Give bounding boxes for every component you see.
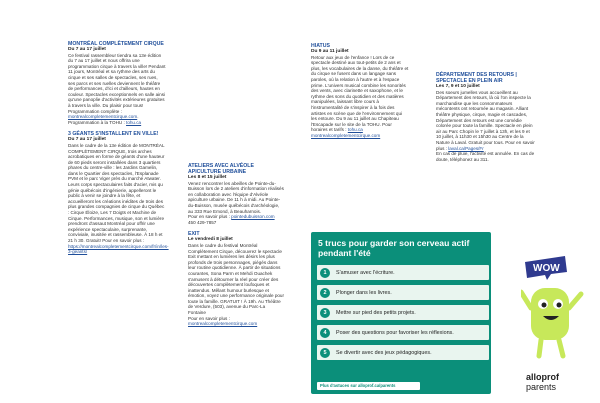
section-title: MONTRÉAL COMPLÈTEMENT CIRQUE (68, 41, 164, 47)
tip-number: 1 (320, 268, 330, 278)
section-title: ATELIERS AVEC ALVÉOLE APICULTURE URBAINE (188, 163, 254, 175)
tip-text: Plonger dans les livres. (336, 289, 392, 296)
section-body: Venez rencontrer les abeilles de Pointe-du-Buisson lors de 2 ateliers d'information réalisés en collaboration avec l'équipe d'Alvéole apiculture urbaine. De 11 h à midi. Au Pointe-du-Buisson, musée québécois d'archéologie, au 333 Rue Emond, à Beauharnois. (188, 180, 284, 214)
tip-number: 2 (320, 288, 330, 298)
column-3 (311, 43, 409, 139)
section-body: Retour aux jeux de l'enfance ! Lors de ce spectacle destiné aux tout-petits de 2 ans et plus, les vocabulaires de la danse, du théâtre et du cirque se fusent dans un langage sans paroles, où la relation à l'autre et à l'espace prime. L'univers musical combine les sonorités des vents, avec clarinette et saxophone, et le rythme des sons du quotidien et des matières manipulées, laissant libre cours à l'instrumentalité de s'inspirer à la fois des artistes en scène que de l'environnement qui les entoure. Du 9 au 11 juillet au Chapiteau l'Escapade sur le site de la TOHU. Pour horaires et tarifs : tohu.ca montrealcompletementcirque.com (311, 54, 409, 138)
section-title: EXIT (188, 231, 200, 238)
section-body: Dans le cadre de la 13e édition de MONTRÉAL COMPLÈTEMENT CIRQUE, trois arches acrobatiques en forme de géants d'une hauteur de 60 pieds seront installées dans 3 quartiers phares du centre-ville : les Jardins Gamelin, dans le Quartier des spectacles, l'Esplanade PVM et le parc Viger près du marché Atwater. Leurs corps spectaculaires faits d'acier, mis qu génie québécois d'ingénierie, appelleront le public à venir se joindre à la fête, et accueilleront les créations inédites de trois des plus grandes compagnies de cirque du Québec : Cirque Éloize, Les 7 Doigts et Machine de Cirque. Performances, musique, son et lumière prendront d'assaut Montréal pour offrir une expérience spectaculaire, surprenante, conviviale, inusitée et rassembleuse. À 18 h et 21 h 30. Gratuit! Pour en savoir plus : https://montrealcompletementcirque.com/fr/in/les-3-geants/ (68, 142, 169, 255)
section-title: 3 GÉANTS S'INSTALLENT EN VILLE! (68, 131, 159, 138)
mascot-illustration (521, 252, 587, 364)
section-date: Du 9 au 11 juillet (311, 49, 349, 54)
section-title: HIATUS (311, 43, 330, 49)
column-1 (68, 41, 169, 255)
section-date: Le vendredi 8 juillet (188, 237, 233, 243)
section-note: En cas de pluie, l'activité est annulée. En cas de doute, téléphonez au 311. (436, 151, 535, 162)
section-phone: 450 429-7857 (188, 219, 217, 225)
tip-item (317, 285, 489, 300)
section-body: Des soeurs jumelles vous accueillent au Département des retours, là où l'on inspecte la marchandise que les consommateurs mécontents ont retournée au magasin. Alliant théâtre physique, cirque, magie et cascades, Département des retours est une comédie colorée pour toute la famille. Spectacle en plein air au Parc Chopin le 7 juillet à 13h, et les 9 et 10 juillet, à 11h30 et 15h30 au Centre de la Nature à Laval. Gratuit pour tous. Pour en savoir plus : laval.ca/Pages/Fr (436, 89, 535, 151)
wow-text: WOW (533, 263, 560, 274)
ad-title: 5 trucs pour garder son cerveau actif pendant l'été (318, 238, 470, 258)
link-geants[interactable]: https://montrealcompletementcirque.com/fr/in/les-3-geants/ (68, 243, 169, 255)
alloprof-ad (311, 232, 587, 394)
section-more: Pour en savoir plus : pointedubuisson.com (188, 214, 275, 220)
tip-text: Mettre sur pied des petits projets. (336, 309, 416, 316)
tip-text: S'amuser avec l'écriture. (336, 269, 395, 276)
tip-number: 5 (320, 348, 330, 358)
tip-number: 4 (320, 328, 330, 338)
tip-text: Se divertir avec des jeux pédagogiques. (336, 349, 432, 356)
tip-item (317, 305, 489, 320)
section-date: Du 7 au 17 juillet (68, 137, 106, 143)
section-date: Les 7, 9 et 10 juillet (436, 84, 480, 89)
link-mcc[interactable]: montrealcompletementcirque.com (68, 114, 138, 120)
section-body: Ce festival rassembleur tiendra sa 13e édition du 7 au 17 juillet et nous offrira une programmation cirque à travers la ville! Pendant 11 jours, Montréal et sa rythme des arts du cirque et ses salles de spectacles, ses rues, ses parcs et ses ruelles deviennent le théâtre de performances, d'ici et d'ailleurs, hautes en couleur. Spectacles exceptionnels en salle ainsi qu'une panoplie d'activités extérieures gratuites à travers la ville. Du plaisir pour tous! Programmation complète : montrealcompletementcirque.com. Programmation à la TOHU : tohu.ca (68, 52, 166, 125)
tip-item (317, 265, 489, 280)
link-tohu[interactable]: tohu.ca (126, 119, 142, 125)
section-body: Dans le cadre du festival Montréal Complètement Cirque, découvrez le spectacle Exit mettant en lumières les désirs les plus profonds de trois personnages, piégés dans leur routine quotidienne. À partir de situations courantes, Sona Parm et Mehdi Ouachek s'amusent à détourner la réel pour créer des découvertes complètement loufoques et inattendus. Mêlant humour burlesque et émotion, voyez une performance originale pour toute la famille. GRATUIT ! À 19h. Au Théâtre de Verdure, (503), avenue du Parc-La Fontaine (188, 242, 285, 316)
link-mcc-hiatus[interactable]: montrealcompletementcirque.com (311, 132, 381, 138)
section-date: Les 8 et 15 juillet (188, 175, 227, 180)
tip-text: Poser des questions pour favoriser les réflexions. (336, 329, 454, 336)
alloprof-logo (526, 372, 587, 392)
section-more: Pour en savoir plus : (188, 315, 230, 321)
tip-number: 3 (320, 308, 330, 318)
section-date: Du 7 au 17 juillet (68, 47, 106, 52)
column-2 (188, 163, 284, 327)
link-pdb[interactable]: pointedubuisson.com (231, 214, 275, 220)
brand-sub: parents (526, 382, 557, 392)
ad-panel (311, 232, 491, 394)
link-laval[interactable]: laval.ca/Pages/Fr (448, 145, 484, 151)
column-4 (436, 72, 536, 162)
section-title: DÉPARTEMENT DES RETOURS | SPECTACLE EN PLEIN AIR (436, 72, 517, 84)
tip-item (317, 325, 489, 340)
tip-item (317, 345, 489, 360)
brand-main: alloprof (526, 372, 559, 382)
link-mcc-exit[interactable]: montrealcompletementcirque.com (188, 321, 258, 327)
link-tohu-hiatus[interactable]: tohu.ca (347, 127, 363, 133)
tips-list (317, 265, 489, 365)
more-tips-link[interactable]: Plus d'astuces sur alloprof.ca/parents (317, 382, 420, 390)
